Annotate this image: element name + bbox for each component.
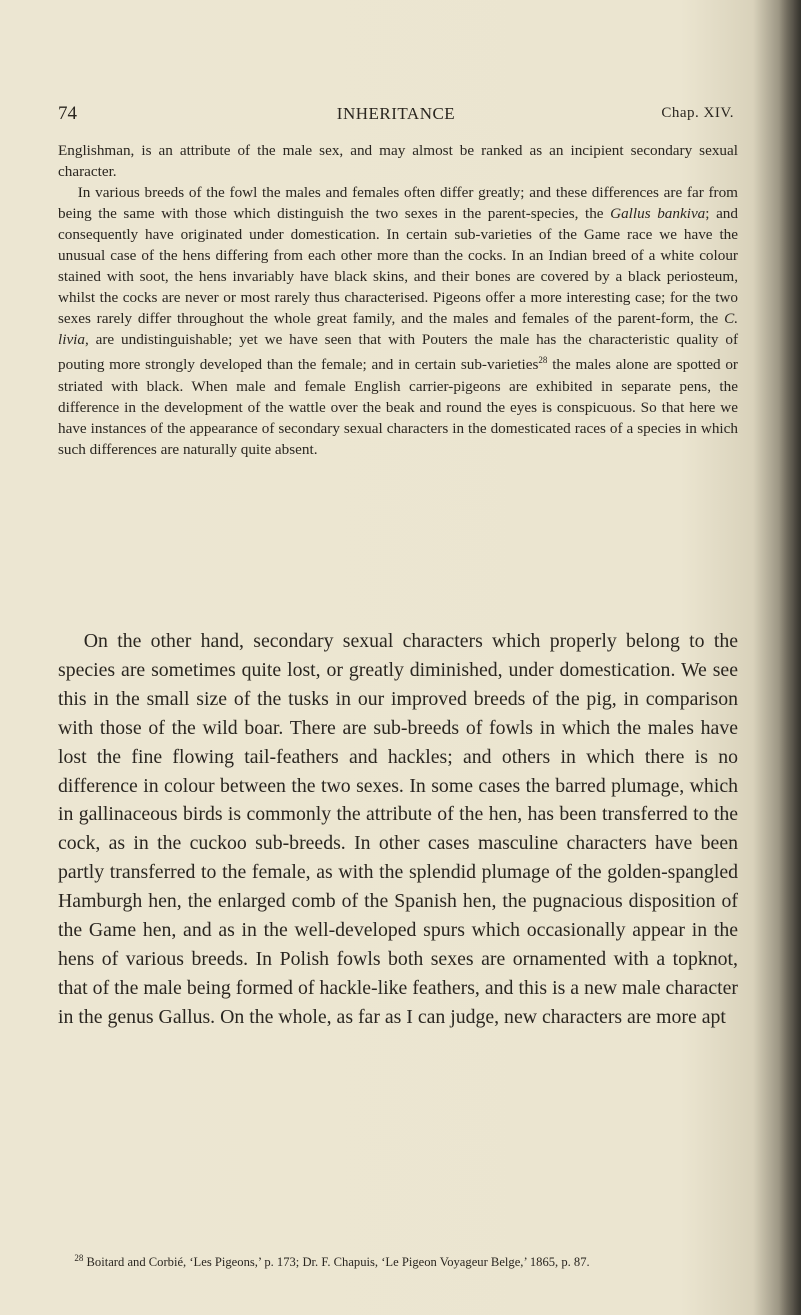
paragraph-2-part-d: the males alone are spotted or striated with black. When male and female English carrier-pigeons are exhibited in separate pens, the difference in the development of the wattle over the beak and round the eyes is conspicuous. So that here we have instances of the appearance of secondary sexual characters in the domesticated races of a species in which such differences are naturally quite absent. bbox=[58, 356, 738, 458]
paragraph-2-part-b: ; and consequently have originated under domestication. In certain sub-varieties of the Game race we have the unusual case of the hens differing from each other more than the cocks. In an Indian breed of a white colour stained with soot, the hens invariably have black skins, and their bones are covered by a black periosteum, whilst the cocks are never or most rarely thus characterised. Pigeons offer a more interesting case; for the two sexes rarely differ throughout the whole great family, and the males and females of the parent-form, the bbox=[58, 205, 738, 328]
footnote-28 bbox=[58, 1249, 738, 1271]
paragraph-2 bbox=[58, 182, 738, 460]
footnote-reference[interactable]: 28 bbox=[538, 355, 548, 366]
body-text-small bbox=[58, 140, 738, 460]
body-text-large bbox=[58, 627, 738, 1032]
footnote-text: Boitard and Corbié, ‘Les Pigeons,’ p. 173; Dr. F. Chapuis, ‘Le Pigeon Voyageur Belge,’ 1865, p. 87. bbox=[83, 1255, 590, 1270]
species-name-gallus: Gallus bankiva bbox=[610, 205, 706, 223]
paragraph-2-part-a: In various breeds of the fowl the males and females often differ greatly; and these differences are far from being the same with those which distinguish the two sexes in the parent-species, the bbox=[58, 184, 738, 223]
paragraph-3: On the other hand, secondary sexual characters which properly belong to the species are sometimes quite lost, or greatly diminished, under domestication. We see this in the small size of the tusks in our improved breeds of the pig, in comparison with those of the wild boar. There are sub-breeds of fowls in which the males have lost the fine flowing tail-feathers and hackles; and others in which there is no difference in colour between the two sexes. In some cases the barred plumage, which in gallinaceous birds is commonly the attribute of the hen, has been transferred to the cock, as in the cuckoo sub-breeds. In other cases masculine characters have been partly transferred to the female, as with the splendid plumage of the golden-spangled Hamburgh hen, the enlarged comb of the Spanish hen, the pugnacious disposition of the Game hen, and as in the well-developed spurs which occasionally appear in the hens of various breeds. In Polish fowls both sexes are ornamented with a topknot, that of the male being formed of hackle-like feathers, and this is a new male character in the genus Gallus. On the whole, as far as I can judge, new characters are more apt bbox=[58, 630, 738, 1028]
species-name-livia: C. livia bbox=[58, 310, 738, 349]
page-number: 74 bbox=[58, 103, 77, 124]
page-edge-shadow bbox=[779, 0, 801, 1315]
running-title: INHERITANCE bbox=[336, 104, 456, 123]
footnote-number: 28 bbox=[74, 1253, 84, 1263]
footnote bbox=[58, 1249, 738, 1271]
chapter-label: Chap. XIV. bbox=[661, 105, 734, 121]
paragraph-2-part-c: , are undistinguishable; yet we have seen that with Pouters the male has the characteristic quality of pouting more strongly developed than the female; and in certain sub-varieties bbox=[58, 331, 738, 374]
paragraph-1: Englishman, is an attribute of the male sex, and may almost be ranked as an incipient secondary sexual character. bbox=[58, 142, 738, 181]
running-header bbox=[58, 103, 734, 129]
